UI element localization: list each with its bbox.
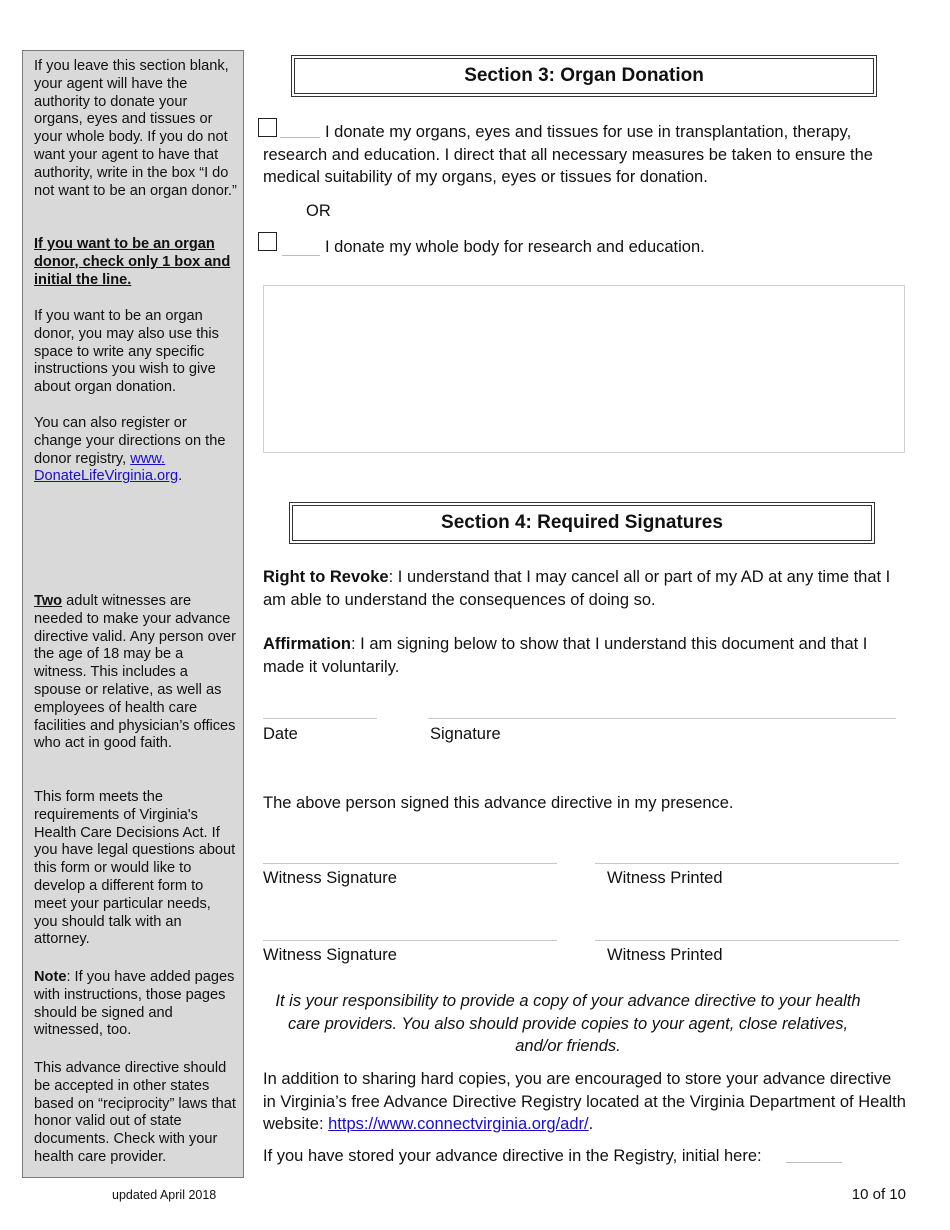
whole-body-option: I donate my whole body for research and education. (325, 238, 705, 256)
witness1-signature-label: Witness Signature (263, 869, 397, 887)
witness1-printed-label: Witness Printed (607, 869, 723, 887)
sidebar-instructions (22, 50, 244, 1178)
section3-title: Section 3: Organ Donation (294, 58, 874, 94)
page-number: 10 of 10 (851, 1186, 906, 1203)
organ-donation-option: I donate my organs, eyes and tissues for use in transplantation, therapy, research and education. I direct that all necessary measures be taken to ensure the medical suitability of my organs, eyes or tissues for donation. (263, 123, 873, 186)
registry-link[interactable]: https://www.connectvirginia.org/adr/ (328, 1115, 589, 1133)
sidebar-specific-instructions: If you want to be an organ donor, you may also use this space to write any specific instructions you wish to give about organ donation. (34, 308, 219, 396)
sidebar-donor-instruction: If you want to be an organ donor, check only 1 box and initial the line. (34, 236, 231, 288)
whole-body-initial-line[interactable] (282, 255, 320, 256)
witness2-printed-line[interactable] (595, 940, 899, 941)
signature-label: Signature (430, 725, 501, 743)
sidebar-legal-note: This form meets the requirements of Virginia's Health Care Decisions Act. If you have legal questions about this form or would like to develop a different form to meet your particular needs, you should talk with an attorney. (34, 789, 236, 948)
donate-life-link[interactable]: www. DonateLifeVirginia.org (34, 450, 179, 485)
or-text: OR (306, 202, 331, 220)
witness-intro: The above person signed this advance directive in my presence. (263, 794, 734, 812)
registry-initial-line[interactable] (786, 1162, 842, 1163)
sidebar-registry-note: You can also register or change your directions on the donor registry, www. DonateLifeVirginia.org. (34, 415, 226, 485)
sidebar-reciprocity-note: This advance directive should be accepted in other states based on “reciprocity” laws that honor valid out of state documents. Check with your health care provider. (34, 1060, 236, 1165)
witness2-signature-line[interactable] (263, 940, 557, 941)
date-label: Date (263, 725, 298, 743)
witness2-printed-label: Witness Printed (607, 946, 723, 964)
date-line[interactable] (263, 718, 377, 719)
sidebar-blank-note: If you leave this section blank, your agent will have the authority to donate your organs, eyes and tissues or your whole body. If you do not want your agent to have that authority, write in the box “I do not want to be an organ donor.” (34, 58, 237, 199)
affirmation: Affirmation: I am signing below to show that I understand this document and that I made it voluntarily. (263, 635, 868, 676)
right-to-revoke: Right to Revoke: I understand that I may cancel all or part of my AD at any time that I am able to understand the consequences of doing so. (263, 568, 891, 609)
updated-date: updated April 2018 (112, 1188, 217, 1202)
witness1-signature-line[interactable] (263, 863, 557, 864)
registry-note: In addition to sharing hard copies, you are encouraged to store your advance directive in Virginia’s free Advance Directive Registry located at the Virginia Department of Health website: https://www.connectvirginia.org/adr/. (263, 1070, 906, 1133)
registry-initial-prompt: If you have stored your advance directive in the Registry, initial here: (263, 1147, 762, 1165)
sidebar-witness-note: Two adult witnesses are needed to make your advance directive valid. Any person over the age of 18 may be a witness. This includes a spouse or relative, as well as employees of health care facilities and physician’s offices who act in good faith. (34, 593, 236, 752)
witness1-printed-line[interactable] (595, 863, 899, 864)
responsibility-note: It is your responsibility to provide a copy of your advance directive to your health care providers. You also should provide copies to your agent, close relatives, and/or friends. (275, 992, 861, 1055)
donation-instructions-box[interactable] (263, 285, 905, 453)
whole-body-checkbox[interactable] (258, 232, 277, 251)
signature-line[interactable] (428, 718, 896, 719)
witness2-signature-label: Witness Signature (263, 946, 397, 964)
section4-title: Section 4: Required Signatures (292, 505, 872, 541)
sidebar-added-pages-note: Note: If you have added pages with instructions, those pages should be signed and witnessed, too. (34, 969, 235, 1039)
